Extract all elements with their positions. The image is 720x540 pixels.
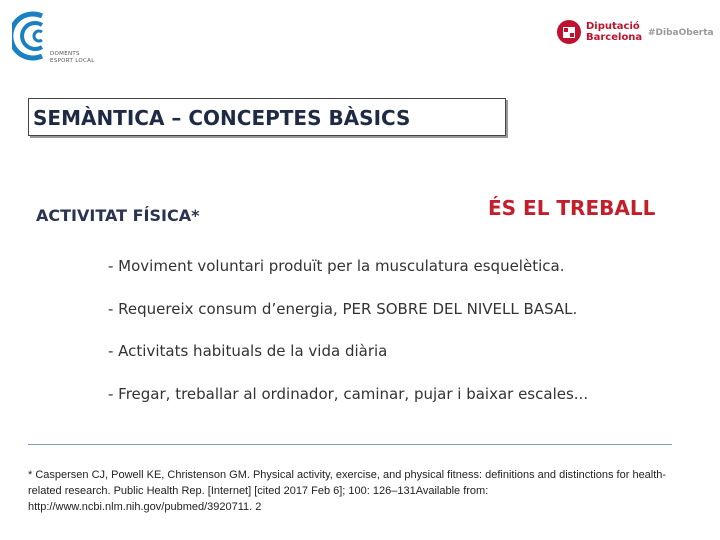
logo-tagline: #DibaOberta (648, 28, 714, 38)
diputacio-seal-icon (556, 19, 582, 45)
diputacio-barcelona-logo (556, 18, 716, 48)
c-arcs-logo-icon (12, 8, 52, 64)
footnote-divider (28, 444, 672, 445)
logo-name: Diputació Barcelona (586, 21, 643, 43)
logo-org-name: DOMENTS ESPORT LOCAL (50, 51, 95, 64)
slide-title-box (28, 98, 506, 136)
slide-title: SEMÀNTICA – CONCEPTES BÀSICS (33, 106, 411, 130)
term-heading: ACTIVITAT FÍSICA* (36, 206, 200, 225)
esport-local-logo (12, 8, 122, 68)
bullet-item: - Requereix consum d’energia, PER SOBRE DEL NIVELL BASAL. (108, 300, 578, 318)
bullet-item: - Fregar, treballar al ordinador, caminar, pujar i baixar escales... (108, 385, 589, 403)
bullet-item: - Activitats habituals de la vida diària (108, 342, 388, 360)
footnote: * Caspersen CJ, Powell KE, Christenson GM. Physical activity, exercise, and physical fitness: definitions and distinctions for health-related research. Public Health Rep. [Internet] [cited 2017 Feb 6]; 100: 126–131Available from: http://www.ncbi.nlm.nih.gov/pubmed/3920711. 2 (28, 469, 667, 513)
verdict-heading: ÉS EL TREBALL (488, 196, 656, 220)
bullet-item: - Moviment voluntari produït per la musculatura esquelètica. (108, 257, 565, 275)
